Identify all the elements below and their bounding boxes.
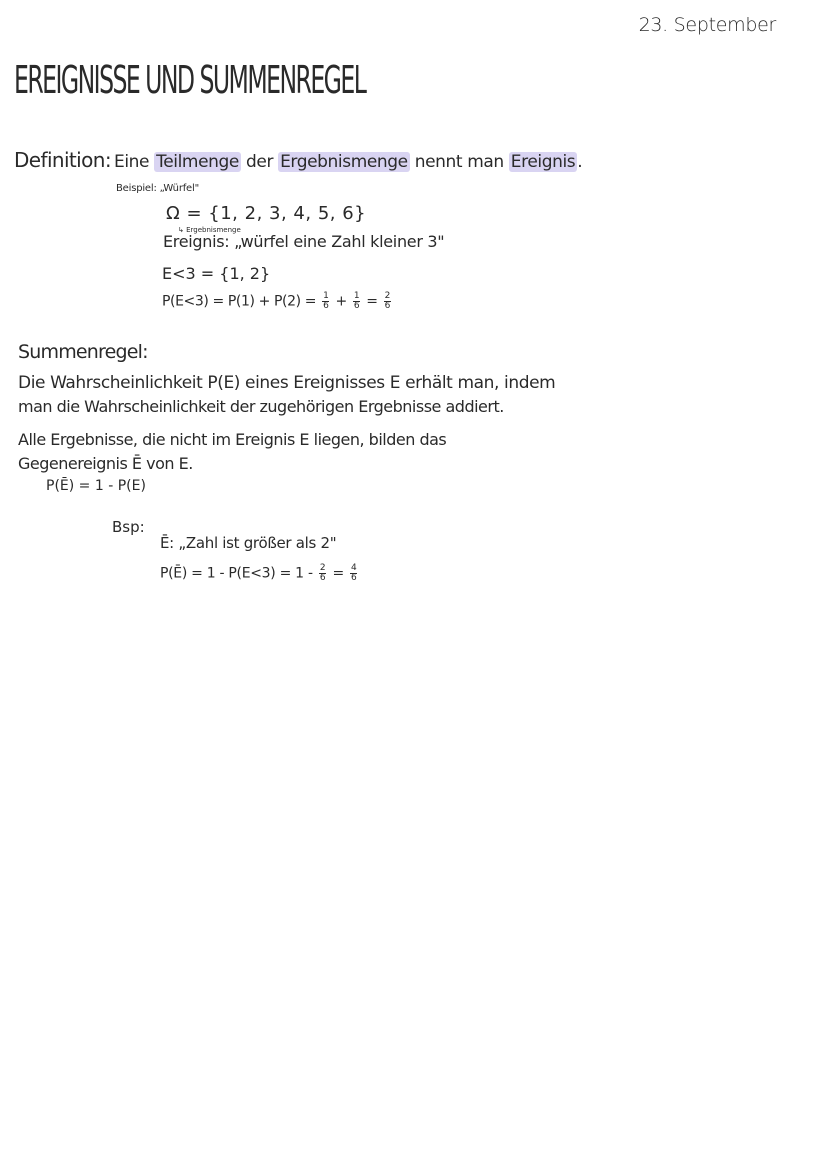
event-set: E<3 = {1, 2} <box>162 264 271 283</box>
omega-set: Ω = {1, 2, 3, 4, 5, 6} <box>166 203 367 224</box>
complement-formula: P(Ē) = 1 - P(E) <box>46 478 146 494</box>
definition-text-3: nennt man <box>414 152 504 172</box>
fraction-c-num: 2 <box>384 291 390 301</box>
highlight-teilmenge: Teilmenge <box>156 152 239 172</box>
complement-line-2: Gegenereignis Ē von E. <box>18 454 193 473</box>
fraction-e <box>350 564 357 583</box>
fraction-b-den: 6 <box>353 301 360 311</box>
definition-text-2: der <box>246 152 274 172</box>
fraction-c-den: 6 <box>384 301 390 311</box>
fraction-d-num: 2 <box>319 563 326 573</box>
definition-text-1: Eine <box>114 152 150 172</box>
summenregel-heading: Summenregel: <box>18 341 148 363</box>
probability-formula: P(E<3) = P(1) + P(2) = $\frac{1}{6}$ + $\frac{1}{6}$ = $\frac{2}{6}$ <box>162 291 390 311</box>
definition-label: Definition: <box>14 148 111 172</box>
bsp-line-1: Ē: „Zahl ist größer als 2" <box>160 534 337 552</box>
beispiel-label: Beispiel: „Würfel" <box>116 183 199 194</box>
highlight-ergebnismenge: Ergebnismenge <box>280 152 408 172</box>
fraction-e-num: 4 <box>351 563 357 573</box>
bsp-formula-left: P(Ē) = 1 - P(E<3) = 1 - <box>160 565 313 582</box>
fraction-c <box>384 292 391 311</box>
fraction-e-den: 6 <box>351 573 357 583</box>
probability-left: P(E<3) = P(1) + P(2) = <box>162 293 317 310</box>
page-title: EREIGNISSE UND SUMMENREGEL <box>14 58 366 102</box>
fraction-b-num: 1 <box>353 291 360 301</box>
date-label: 23. September <box>638 14 776 36</box>
highlight-ereignis: Ereignis <box>510 152 576 172</box>
fraction-a-num: 1 <box>323 291 329 301</box>
summenregel-line-2: man die Wahrscheinlichkeit der zugehörigen Ergebnisse addiert. <box>18 397 504 416</box>
fraction-a-den: 6 <box>323 301 329 311</box>
ereignis-text: Ereignis: „würfel eine Zahl kleiner 3" <box>163 232 445 251</box>
omega-note: ↳ Ergebnismenge <box>178 226 241 234</box>
fraction-d-den: 6 <box>319 573 326 583</box>
definition-text-4: . <box>577 152 583 172</box>
bsp-equals: = <box>332 565 344 582</box>
fraction-d <box>319 564 326 583</box>
fraction-a <box>322 292 329 311</box>
bsp-formula <box>160 564 359 583</box>
definition-text <box>114 152 582 172</box>
fraction-b <box>353 292 360 311</box>
summenregel-line-1: Die Wahrscheinlichkeit P(E) eines Ereignisses E erhält man, indem <box>18 373 556 393</box>
complement-line-1: Alle Ergebnisse, die nicht im Ereignis E liegen, bilden das <box>18 430 447 449</box>
bsp-label: Bsp: <box>112 518 145 536</box>
